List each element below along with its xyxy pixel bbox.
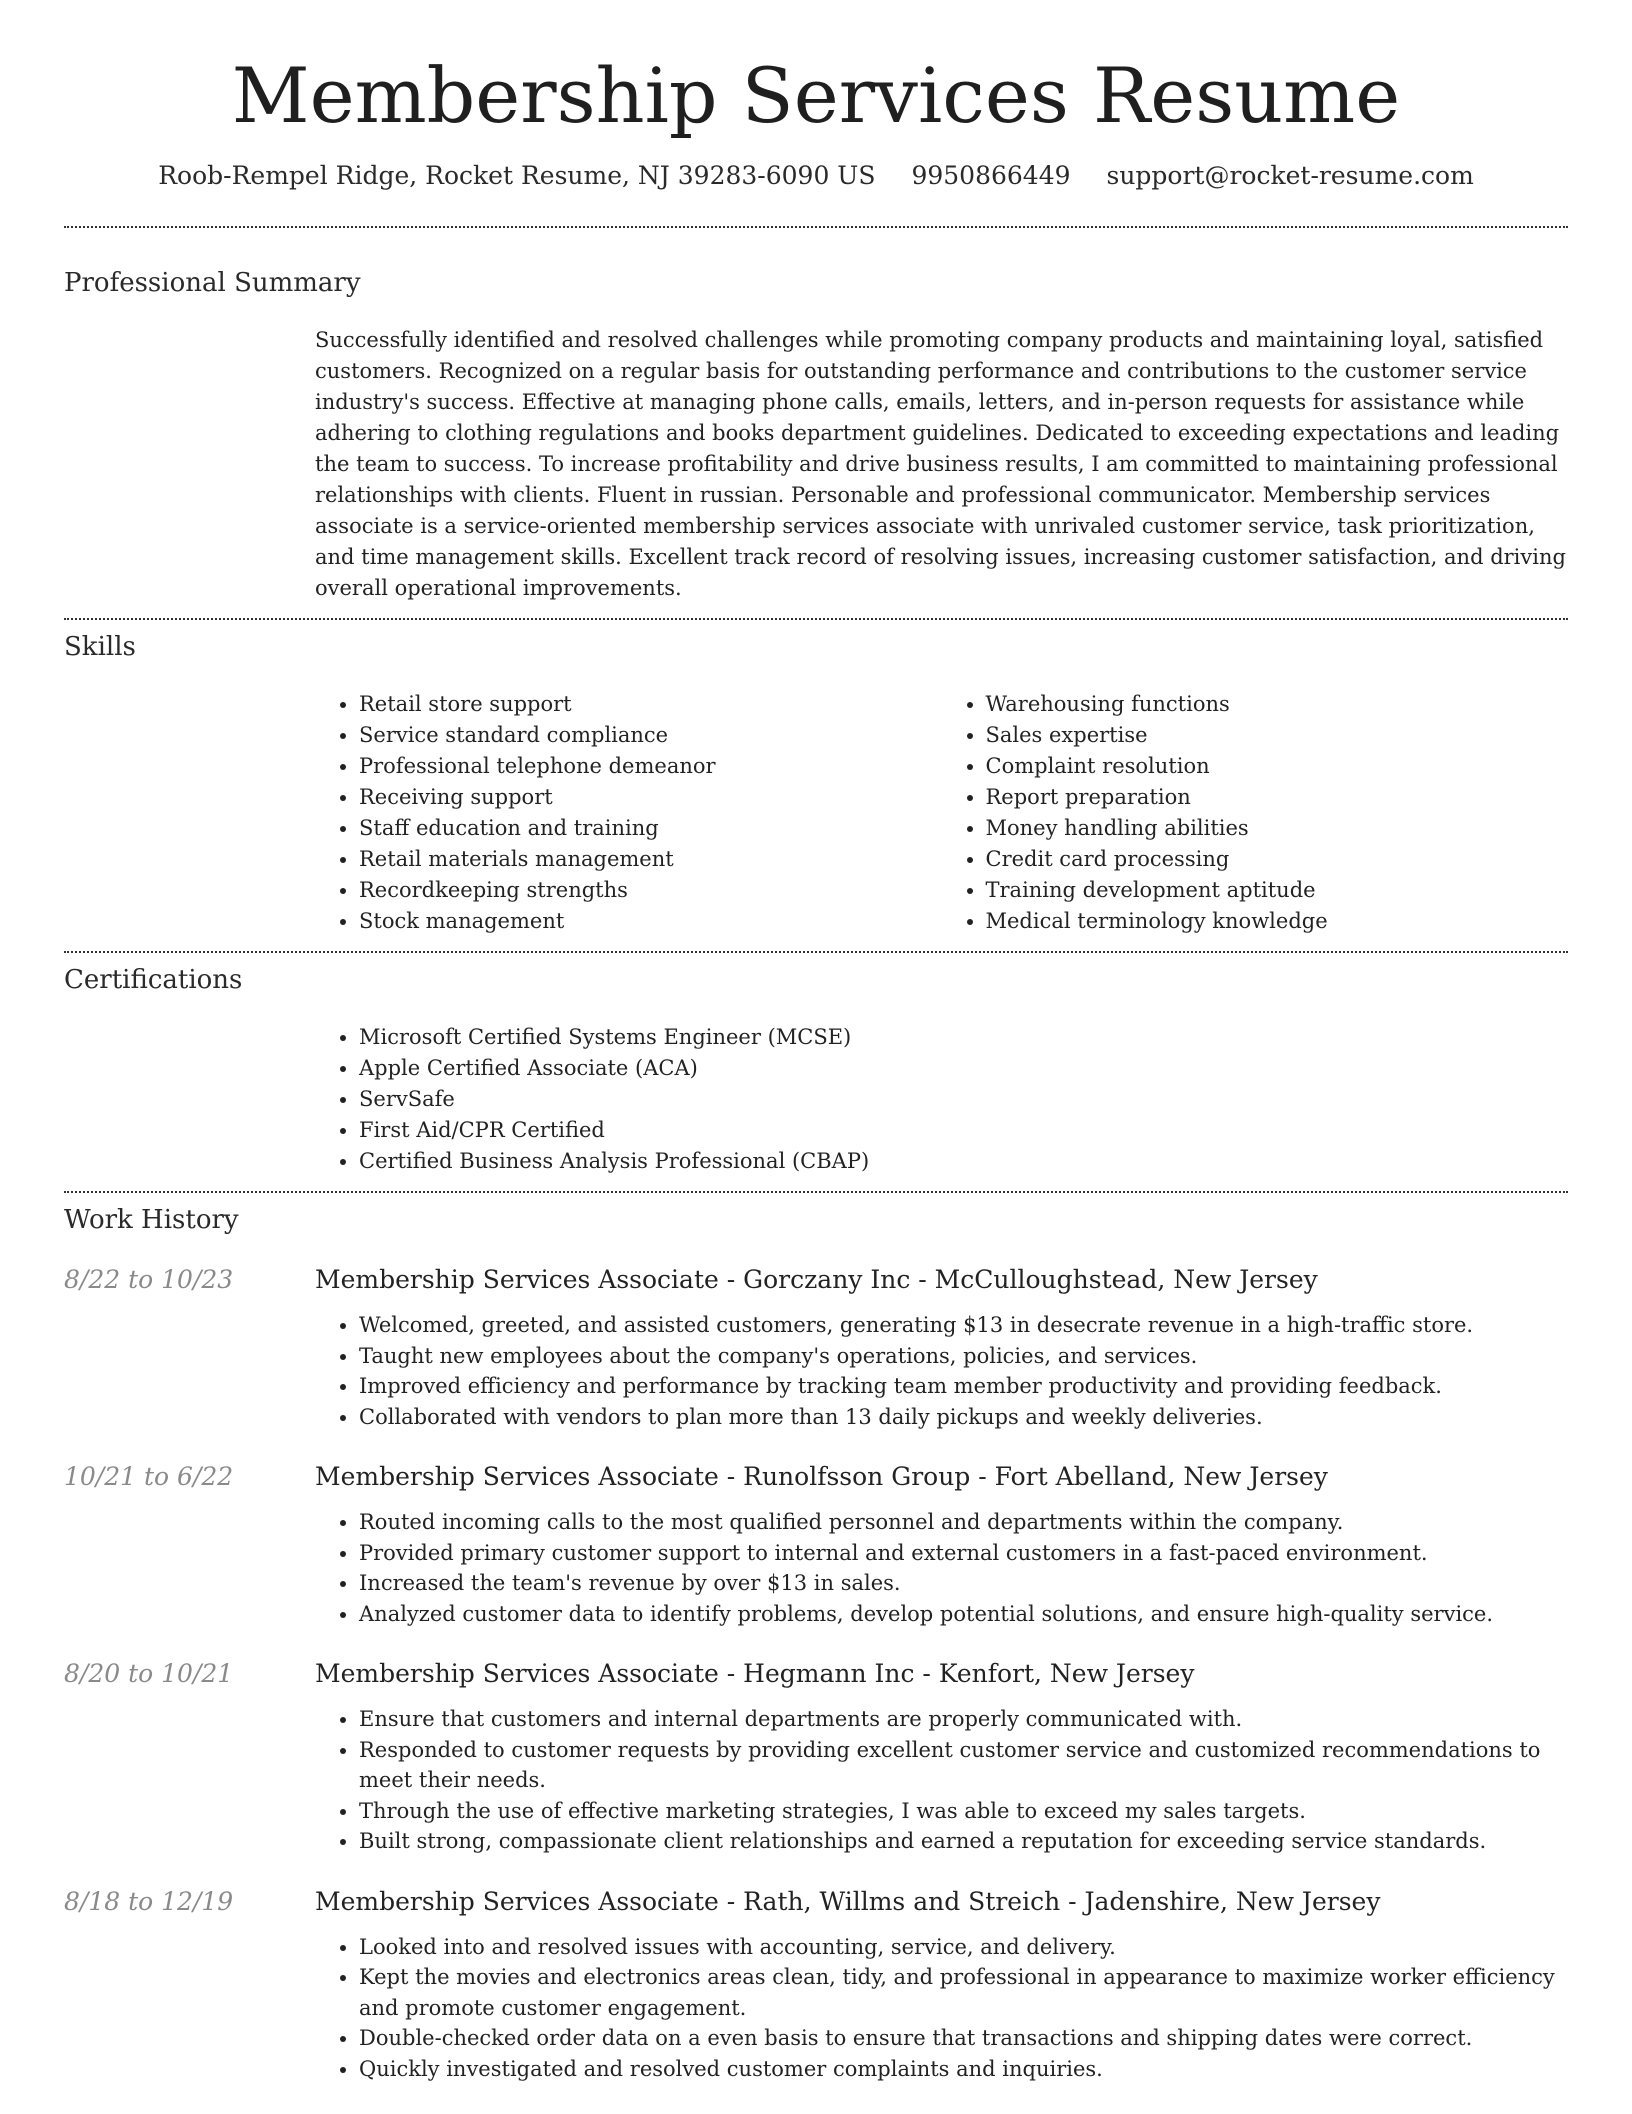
summary-heading: Professional Summary — [64, 268, 361, 299]
job-bullet: • Through the use of effective marketing strategies, I was able to exceed my sales targets. — [359, 1796, 1568, 1827]
list-item: • Complaint resolution — [986, 751, 1569, 782]
job-title: Membership Services Associate - Runolfsson Group - Fort Abelland, New Jersey — [315, 1462, 1328, 1492]
job-bullet: • Routed incoming calls to the most qualified personnel and departments within the company. — [359, 1507, 1568, 1538]
list-item: • Training development aptitude — [986, 875, 1569, 906]
work-history-heading: Work History — [64, 1205, 239, 1236]
certifications-list-wrap — [315, 1022, 1568, 1177]
summary-text: Successfully identified and resolved challenges while promoting company products and maintaining loyal, satisfied customers. Recognized on a regular basis for outstanding performance and contributions to the customer service industry's success. Effective at managing phone calls, emails, letters, and in-person requests for assistance while adhering to clothing regulations and books department guidelines. Dedicated to exceeding expectations and leading the team to success. To increase profitability and drive business results, I am committed to maintaining professional relationships with clients. Fluent in russian. Personable and professional communicator. Membership services associate is a service-oriented membership services associate with unrivaled customer service, task prioritization, and time management skills. Excellent track record of resolving issues, increasing customer satisfaction, and driving overall operational improvements. — [315, 328, 1566, 601]
job-header — [64, 1659, 1568, 1688]
contact-phone: 9950866449 — [911, 161, 1071, 191]
job-dates: 10/21 to 6/22 — [64, 1462, 234, 1492]
contact-line — [64, 161, 1568, 190]
skills-section — [64, 632, 1568, 951]
resume-page — [64, 0, 1568, 2114]
job-bullet: • Welcomed, greeted, and assisted customers, generating $13 in desecrate revenue in a high-traffic store. — [359, 1310, 1568, 1341]
list-item: • Certified Business Analysis Professional (CBAP) — [359, 1146, 1568, 1177]
skills-list-right — [942, 689, 1569, 937]
list-item: • Apple Certified Associate (ACA) — [359, 1053, 1568, 1084]
certifications-list — [315, 1022, 1568, 1177]
job-entry — [64, 1887, 1568, 2085]
job-bullet-list — [315, 1704, 1568, 1857]
list-item: • Recordkeeping strengths — [359, 875, 942, 906]
job-title: Membership Services Associate - Hegmann Inc - Kenfort, New Jersey — [315, 1659, 1195, 1689]
work-history-section — [64, 1205, 1568, 2084]
job-dates: 8/22 to 10/23 — [64, 1265, 234, 1295]
job-bullet: • Analyzed customer data to identify problems, develop potential solutions, and ensure high-quality service. — [359, 1599, 1568, 1630]
section-divider — [64, 951, 1568, 953]
job-bullet-list — [315, 1932, 1568, 2085]
list-item: • Service standard compliance — [359, 720, 942, 751]
job-bullet: • Responded to customer requests by providing excellent customer service and customized recommendations to meet their needs. — [359, 1735, 1568, 1796]
skills-columns — [315, 689, 1568, 937]
list-item: • Professional telephone demeanor — [359, 751, 942, 782]
job-entry — [64, 1265, 1568, 1432]
list-item: • Microsoft Certified Systems Engineer (MCSE) — [359, 1022, 1568, 1053]
page-title: Membership Services Resume — [231, 51, 1401, 140]
job-dates: 8/20 to 10/21 — [64, 1659, 234, 1689]
job-title: Membership Services Associate - Rath, Willms and Streich - Jadenshire, New Jersey — [315, 1886, 1381, 1916]
list-item: • Report preparation — [986, 782, 1569, 813]
list-item: • Warehousing functions — [986, 689, 1569, 720]
header-divider — [64, 226, 1568, 228]
job-bullet-list — [315, 1310, 1568, 1432]
job-bullet-list — [315, 1507, 1568, 1629]
job-bullet: • Collaborated with vendors to plan more than 13 daily pickups and weekly deliveries. — [359, 1402, 1568, 1433]
list-item: • ServSafe — [359, 1084, 1568, 1115]
job-bullet: • Improved efficiency and performance by tracking team member productivity and providing feedback. — [359, 1371, 1568, 1402]
job-bullet: • Double-checked order data on a even basis to ensure that transactions and shipping dates were correct. — [359, 2023, 1568, 2054]
skills-list-left — [315, 689, 942, 937]
job-list — [64, 1265, 1568, 2084]
job-bullet: • Taught new employees about the company's operations, policies, and services. — [359, 1341, 1568, 1372]
list-item: • Medical terminology knowledge — [986, 906, 1569, 937]
list-item: • Receiving support — [359, 782, 942, 813]
job-bullet: • Built strong, compassionate client relationships and earned a reputation for exceeding service standards. — [359, 1826, 1568, 1857]
contact-address: Roob-Rempel Ridge, Rocket Resume, NJ 39283-6090 US — [158, 161, 876, 191]
skills-heading: Skills — [64, 632, 136, 663]
list-item: • Credit card processing — [986, 844, 1569, 875]
section-divider — [64, 618, 1568, 620]
job-bullet: • Provided primary customer support to internal and external customers in a fast-paced environment. — [359, 1538, 1568, 1569]
job-header — [64, 1265, 1568, 1294]
list-item: • First Aid/CPR Certified — [359, 1115, 1568, 1146]
list-item: • Staff education and training — [359, 813, 942, 844]
job-bullet: • Ensure that customers and internal departments are properly communicated with. — [359, 1704, 1568, 1735]
list-item: • Sales expertise — [986, 720, 1569, 751]
contact-email[interactable]: support@rocket-resume.com — [1106, 161, 1474, 191]
list-item: • Stock management — [359, 906, 942, 937]
job-bullet: • Increased the team's revenue by over $13 in sales. — [359, 1568, 1568, 1599]
job-dates: 8/18 to 12/19 — [64, 1886, 234, 1916]
job-header — [64, 1462, 1568, 1491]
job-bullet: • Kept the movies and electronics areas clean, tidy, and professional in appearance to maximize worker efficiency and promote customer engagement. — [359, 1962, 1568, 2023]
certifications-heading: Certifications — [64, 965, 243, 996]
job-bullet: • Quickly investigated and resolved customer complaints and inquiries. — [359, 2054, 1568, 2085]
job-bullet: • Looked into and resolved issues with accounting, service, and delivery. — [359, 1932, 1568, 1963]
job-header — [64, 1887, 1568, 1916]
job-title: Membership Services Associate - Gorczany Inc - McCulloughstead, New Jersey — [315, 1265, 1318, 1295]
list-item: • Retail store support — [359, 689, 942, 720]
section-divider — [64, 1191, 1568, 1193]
job-entry — [64, 1462, 1568, 1629]
summary-section — [64, 268, 1568, 618]
list-item: • Retail materials management — [359, 844, 942, 875]
certifications-section — [64, 965, 1568, 1191]
list-item: • Money handling abilities — [986, 813, 1569, 844]
job-entry — [64, 1659, 1568, 1857]
